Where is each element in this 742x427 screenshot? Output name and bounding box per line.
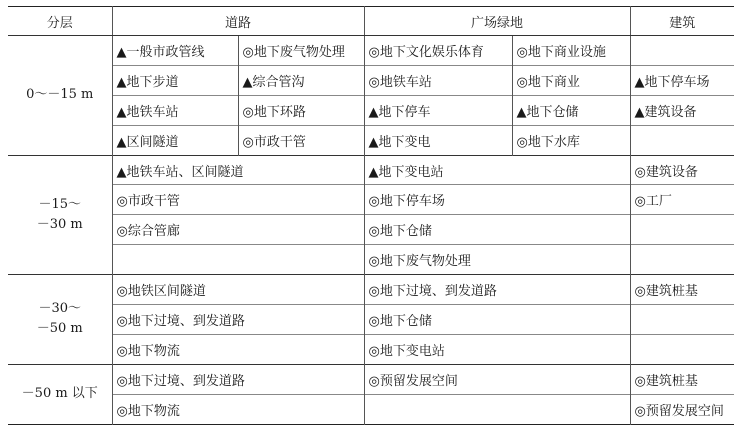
building-cell: ▲建筑设备 [630, 95, 734, 125]
layer-group-below-50 [8, 364, 734, 424]
layer-label-line: －30～ [38, 301, 82, 317]
building-cell [630, 245, 734, 275]
header-row [8, 7, 734, 36]
road-cell: ▲综合管沟 [238, 65, 364, 95]
layer-group-15-30 [8, 155, 734, 275]
table-row [8, 215, 734, 245]
plaza-cell [364, 394, 630, 424]
table-row [8, 334, 734, 364]
header-plaza: 广场绿地 [364, 7, 630, 36]
plaza-cell: ◎地下变电站 [364, 334, 630, 364]
table-row [8, 394, 734, 424]
layer-group-0-15 [8, 36, 734, 156]
road-cell: ◎地下过境、到发道路 [112, 364, 364, 394]
building-cell: ◎建筑桩基 [634, 373, 698, 389]
layer-label-line: －15～ [38, 196, 82, 212]
table-row [8, 95, 734, 125]
table-row [8, 305, 734, 335]
layer-group-30-50 [8, 275, 734, 365]
table-row [8, 275, 734, 305]
table-row [8, 185, 734, 215]
underground-space-layering-table [8, 6, 734, 425]
plaza-cell: ◎地下停车场 [364, 185, 630, 215]
table-row [8, 245, 734, 275]
layer-label [8, 275, 112, 365]
road-cell: ▲地铁车站 [112, 95, 238, 125]
road-cell: ◎市政干管 [112, 185, 364, 215]
plaza-cell: ▲地下仓储 [512, 95, 630, 125]
plaza-cell: ◎地下水库 [512, 125, 630, 155]
layer-label [8, 155, 112, 275]
building-cell [630, 334, 734, 364]
table-row [8, 155, 734, 185]
plaza-cell: ◎地下仓储 [364, 305, 630, 335]
road-cell: ◎地下废气物处理 [238, 36, 364, 66]
table-row [8, 125, 734, 155]
table-row [8, 36, 734, 66]
road-cell: ◎地下环路 [238, 95, 364, 125]
road-cell: ◎地下物流 [112, 334, 364, 364]
layer-label-line: －50 m [36, 321, 83, 337]
layer-label: 0～－15 m [8, 36, 112, 156]
road-cell: ◎地下物流 [112, 394, 364, 424]
building-cell [630, 125, 734, 155]
header-building: 建筑 [630, 7, 734, 36]
header-layer: 分层 [8, 7, 112, 36]
plaza-cell: ◎地下商业 [512, 65, 630, 95]
road-cell: ▲地铁车站、区间隧道 [112, 155, 364, 185]
building-cell [630, 36, 734, 66]
building-cell [630, 215, 734, 245]
road-cell: ◎地下过境、到发道路 [112, 305, 364, 335]
header-road: 道路 [112, 7, 364, 36]
road-cell: ▲一般市政管线 [112, 36, 238, 66]
plaza-cell: ◎地铁车站 [364, 65, 512, 95]
building-cell: ◎建筑设备 [634, 164, 698, 180]
road-cell: ◎市政干管 [238, 125, 364, 155]
plaza-cell: ▲地下停车 [364, 95, 512, 125]
table-row [8, 65, 734, 95]
building-cell: ◎预留发展空间 [630, 394, 734, 424]
building-cell: ▲地下停车场 [630, 65, 734, 95]
layer-label-line: －30 m [36, 216, 83, 232]
plaza-cell: ◎地下过境、到发道路 [364, 275, 630, 305]
layer-label: －50 m 以下 [8, 364, 112, 424]
road-cell: ◎综合管廊 [112, 215, 364, 245]
road-cell: ▲地下步道 [112, 65, 238, 95]
road-cell [112, 245, 364, 275]
table-row [8, 364, 734, 394]
building-cell: ◎工厂 [630, 185, 734, 215]
plaza-cell: ◎地下仓储 [364, 215, 630, 245]
road-cell: ◎地铁区间隧道 [112, 275, 364, 305]
building-cell: ◎建筑桩基 [634, 284, 698, 300]
road-cell: ▲区间隧道 [112, 125, 238, 155]
plaza-cell: ◎预留发展空间 [364, 364, 630, 394]
plaza-cell: ▲地下变电站 [364, 155, 630, 185]
plaza-cell: ◎地下商业设施 [512, 36, 630, 66]
building-cell [630, 305, 734, 335]
plaza-cell: ◎地下文化娱乐体育 [364, 36, 512, 66]
plaza-cell: ◎地下废气物处理 [364, 245, 630, 275]
plaza-cell: ▲地下变电 [364, 125, 512, 155]
